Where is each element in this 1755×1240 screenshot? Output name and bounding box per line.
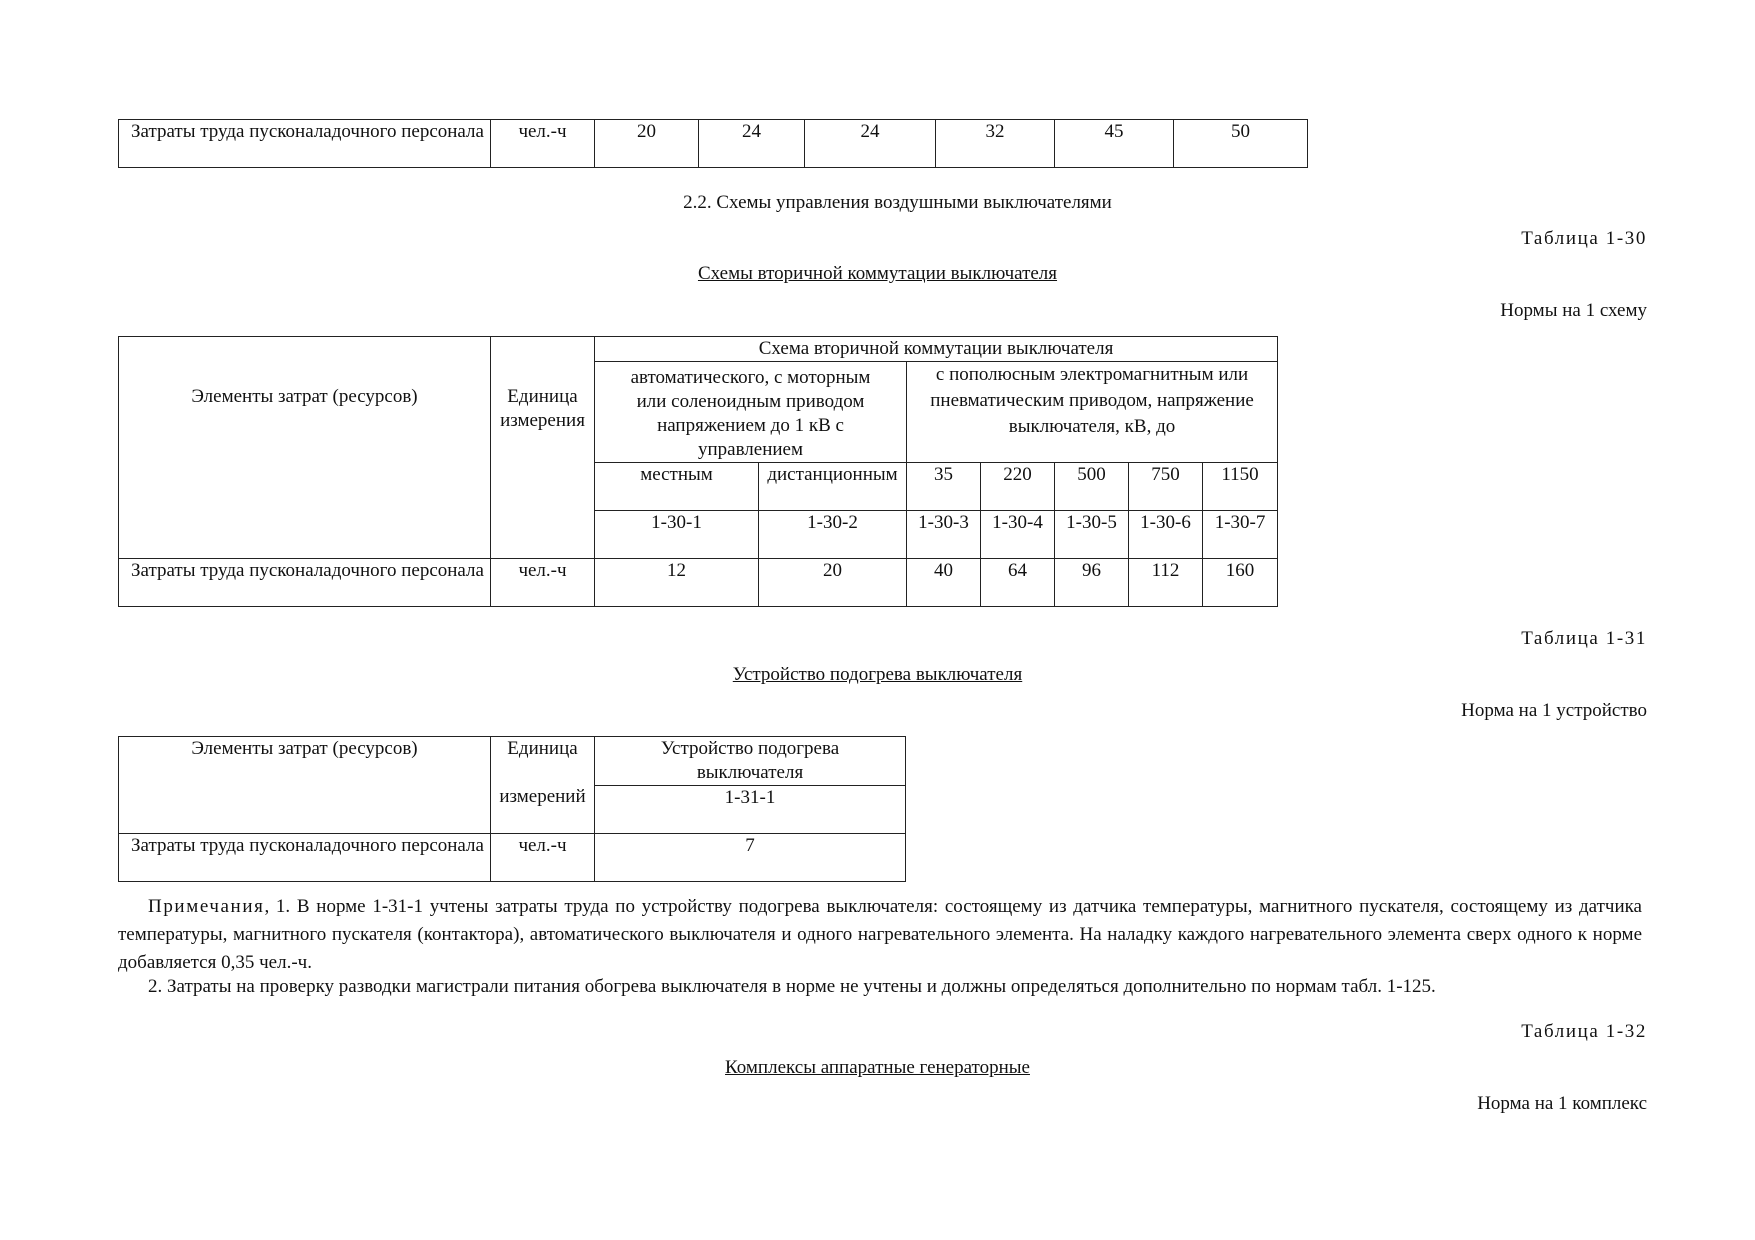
- notes-label: Примечания: [148, 896, 265, 917]
- table-number: Таблица 1-32: [1521, 1021, 1647, 1042]
- table-row-label: Затраты труда пусконаладочного персонала: [119, 559, 491, 607]
- norm-caption: Норма на 1 устройство: [1461, 700, 1647, 721]
- value-cell: 45: [1055, 120, 1174, 168]
- code-cell: 1-30-7: [1203, 511, 1278, 559]
- header-local: местным: [595, 463, 759, 511]
- header-kv: 500: [1055, 463, 1129, 511]
- value-cell: 7: [595, 834, 906, 882]
- value-cell: 112: [1129, 559, 1203, 607]
- note-2: 2. Затраты на проверку разводки магистрали питания обогрева выключателя в норме не учтены и должны определяться дополнительно по нормам табл. 1-125.: [148, 976, 1436, 997]
- table-row-label: Затраты труда пусконаладочного персонала: [119, 120, 491, 168]
- header-scheme-group: Схема вторичной коммутации выключателя: [595, 337, 1278, 362]
- table-row-label: Затраты труда пусконаладочного персонала: [119, 834, 491, 882]
- code-cell: 1-30-6: [1129, 511, 1203, 559]
- value-cell: 40: [907, 559, 981, 607]
- header-unit-top: Единица: [507, 738, 578, 759]
- code-cell: 1-30-3: [907, 511, 981, 559]
- value-cell: 160: [1203, 559, 1278, 607]
- table-title: Комплексы аппаратные генераторные: [725, 1057, 1030, 1078]
- value-cell: 64: [981, 559, 1055, 607]
- unit-cell: чел.-ч: [491, 834, 595, 882]
- value-cell: 50: [1174, 120, 1308, 168]
- header-device: Устройство подогрева выключателя: [595, 737, 906, 786]
- table-1-31: [118, 736, 906, 882]
- table-number: Таблица 1-30: [1521, 228, 1647, 249]
- header-remote: дистанционным: [759, 463, 907, 511]
- header-pole-drive: с пополюсным электромагнитным или пневматическим приводом, напряжение выключателя, кВ, до: [907, 362, 1278, 463]
- code-cell: 1-30-5: [1055, 511, 1129, 559]
- table-number: Таблица 1-31: [1521, 628, 1647, 649]
- header-unit-bottom: измерений: [499, 786, 586, 807]
- header-kv: 750: [1129, 463, 1203, 511]
- code-cell: 1-30-2: [759, 511, 907, 559]
- code-cell: 1-31-1: [595, 786, 906, 834]
- value-cell: 96: [1055, 559, 1129, 607]
- note-1: [118, 893, 1642, 977]
- table-title: Устройство подогрева выключателя: [732, 664, 1023, 685]
- header-kv: 1150: [1203, 463, 1278, 511]
- value-cell: 20: [759, 559, 907, 607]
- unit-cell: чел.-ч: [491, 559, 595, 607]
- value-cell: 24: [699, 120, 805, 168]
- table-1-30: [118, 336, 1278, 607]
- header-elements: Элементы затрат (ресурсов): [119, 337, 491, 559]
- header-unit: [491, 737, 595, 834]
- value-cell: 32: [936, 120, 1055, 168]
- header-kv: 35: [907, 463, 981, 511]
- header-automatic: автоматического, с моторным или соленоидным приводом напряжением до 1 кВ с управлением: [595, 362, 907, 463]
- header-unit: Единица измерения: [491, 337, 595, 559]
- norm-caption: Норма на 1 комплекс: [1477, 1093, 1647, 1114]
- code-cell: 1-30-1: [595, 511, 759, 559]
- value-cell: 24: [805, 120, 936, 168]
- note-1-text: , 1. В норме 1-31-1 учтены затраты труда по устройству подогрева выключателя: состоящему из датчика температуры, магнитного пускателя, состоящему из датчика температуры, магнитного пускателя (контактора), автоматического выключателя и одного нагревательного элемента. На наладку каждого нагревательного элемента сверх одного к норме добавляется 0,35 чел.-ч.: [118, 896, 1642, 973]
- section-title: 2.2. Схемы управления воздушными выключателями: [683, 192, 1112, 213]
- unit-cell: чел.-ч: [491, 120, 595, 168]
- norm-caption: Нормы на 1 схему: [1500, 300, 1647, 321]
- top-table: [118, 119, 1308, 168]
- code-cell: 1-30-4: [981, 511, 1055, 559]
- header-elements: Элементы затрат (ресурсов): [119, 737, 491, 834]
- header-kv: 220: [981, 463, 1055, 511]
- table-title: Схемы вторичной коммутации выключателя: [697, 263, 1058, 284]
- value-cell: 12: [595, 559, 759, 607]
- value-cell: 20: [595, 120, 699, 168]
